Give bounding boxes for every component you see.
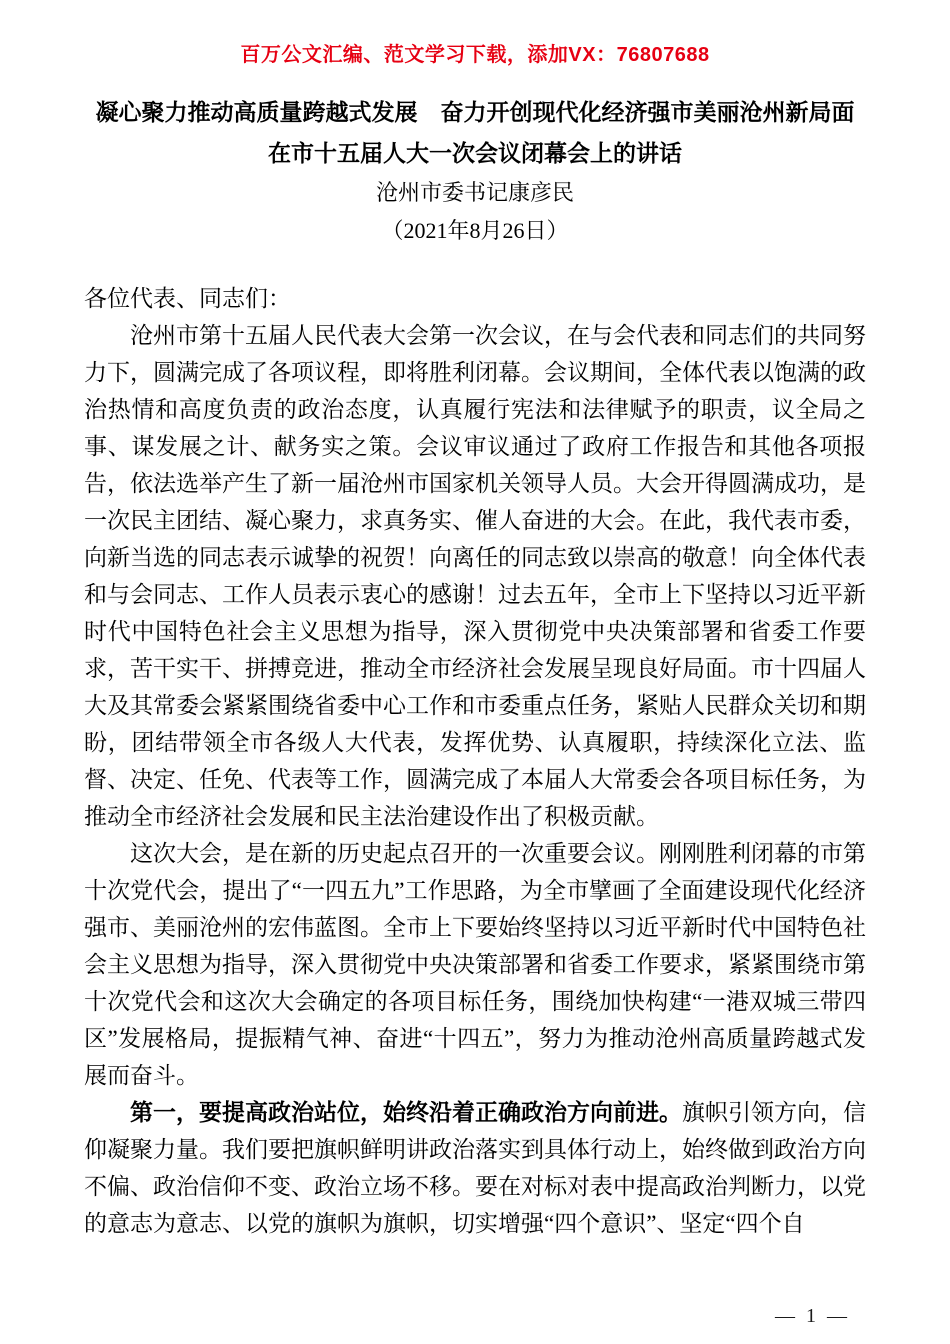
title-line-1: 凝心聚力推动高质量跨越式发展 奋力开创现代化经济强市美丽沧州新局面 — [95, 100, 855, 125]
paragraph-3-text: 旗帜引领方向，信仰凝聚力量。我们要把旗帜鲜明讲政治落实到具体行动上，始终做到政治方向不偏、政治信仰不变、政治立场不移。要在对标对表中提高政治判断力，以党的意志为意志、以党的旗帜为旗帜，切实增强“四个意识”、坚定“四个自 — [84, 1100, 866, 1236]
date-line: （2021年8月26日） — [381, 218, 569, 243]
document-body — [84, 280, 866, 1242]
paragraph-2: 这次大会，是在新的历史起点召开的一次重要会议。刚刚胜利闭幕的市第十次党代会，提出了“一四五九”工作思路，为全市擘画了全面建设现代化经济强市、美丽沧州的宏伟蓝图。全市上下要始终坚持以习近平新时代中国特色社会主义思想为指导，深入贯彻党中央决策部署和省委工作要求，紧紧围绕市第十次党代会和这次大会确定的各项目标任务，围绕加快构建“一港双城三带四区”发展格局，提振精气神、奋进“十四五”，努力为推动沧州高质量跨越式发展而奋斗。 — [84, 841, 866, 1088]
document-title — [84, 92, 866, 174]
title-line-2: 在市十五届人大一次会议闭幕会上的讲话 — [268, 141, 682, 166]
page-number: — 1 — — [775, 1305, 850, 1327]
watermark-notice: 百万公文汇编、范文学习下载，添加VX：76807688 — [240, 44, 710, 66]
salutation: 各位代表、同志们： — [84, 286, 291, 311]
paragraph-1: 沧州市第十五届人民代表大会第一次会议，在与会代表和同志们的共同努力下，圆满完成了各项议程，即将胜利闭幕。会议期间，全体代表以饱满的政治热情和高度负责的政治态度，认真履行宪法和法律赋予的职责，议全局之事、谋发展之计、献务实之策。会议审议通过了政府工作报告和其他各项报告，依法选举产生了新一届沧州市国家机关领导人员。大会开得圆满成功，是一次民主团结、凝心聚力，求真务实、催人奋进的大会。在此，我代表市委，向新当选的同志表示诚挚的祝贺！向离任的同志致以崇高的敬意！向全体代表和与会同志、工作人员表示衷心的感谢！过去五年，全市上下坚持以习近平新时代中国特色社会主义思想为指导，深入贯彻党中央决策部署和省委工作要求，苦干实干、拼搏竞进，推动全市经济社会发展呈现良好局面。市十四届人大及其常委会紧紧围绕省委中心工作和市委重点任务，紧贴人民群众关切和期盼，团结带领全市各级人大代表，发挥优势、认真履职，持续深化立法、监督、决定、任免、代表等工作，圆满完成了本届人大常委会各项目标任务，为推动全市经济社会发展和民主法治建设作出了积极贡献。 — [84, 323, 866, 829]
paragraph-3 — [84, 1094, 866, 1242]
paragraph-3-lead: 第一，要提高政治站位，始终沿着正确政治方向前进。 — [130, 1100, 682, 1125]
author-line: 沧州市委书记康彦民 — [375, 180, 574, 205]
